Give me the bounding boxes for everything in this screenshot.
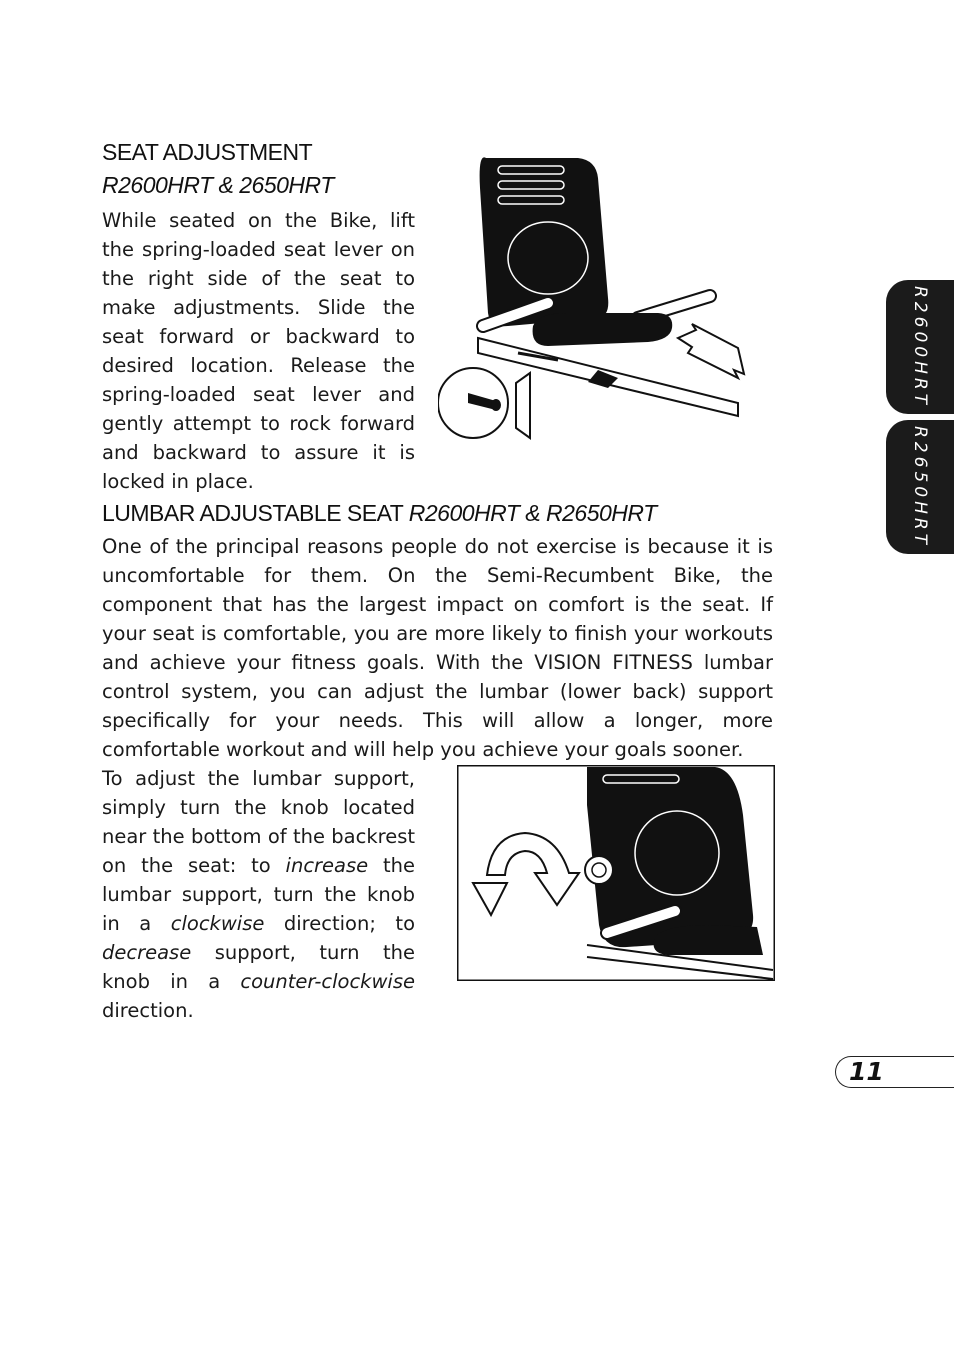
seat-adjustment-heading: SEAT ADJUSTMENT xyxy=(102,139,313,165)
seat-adjustment-illustration xyxy=(438,148,768,448)
page-number: 11 xyxy=(849,1057,884,1086)
side-tab-r2650hrt: R2650HRT xyxy=(886,420,954,554)
seat-adjustment-text: While seated on the Bike, lift the spring-loaded seat lever on the right side of the seat to make adjustments. Slide the seat forward or backward to desired location. Release the spring-loaded seat lever and gently attempt to rock forward and backward to assure it is locked in place. xyxy=(102,209,415,493)
lumbar-adjust-text: To adjust the lumbar support, simply turn the knob located near the bottom of the backrest on the seat: to increase the lumbar support, turn the knob in a clockwise direction; to decrease support, turn the knob in a counter-clockwise direction. xyxy=(102,767,416,1022)
side-tab-r2600hrt: R2600HRT xyxy=(886,280,954,414)
lumbar-text: One of the principal reasons people do not exercise is because it is uncomfortable for them. On the Semi-Recumbent Bike, the component that has the largest impact on comfort is the seat. If your seat is comfortable, you are more likely to finish your workouts and achieve your fitness goals. With the VISION FITNESS lumbar control system, you can adjust the lumbar (lower back) support specifically for your needs. This will allow a longer, more comfortable workout and will help you achieve your goals sooner. xyxy=(102,535,773,761)
lumbar-heading-title: LUMBAR ADJUSTABLE SEAT xyxy=(102,500,403,526)
lumbar-knob-illustration xyxy=(457,765,775,981)
seat-adjustment-models: R2600HRT & 2650HRT xyxy=(102,172,334,198)
lumbar-heading-models: R2600HRT & R2650HRT xyxy=(408,500,657,526)
lumbar-heading xyxy=(102,500,657,527)
